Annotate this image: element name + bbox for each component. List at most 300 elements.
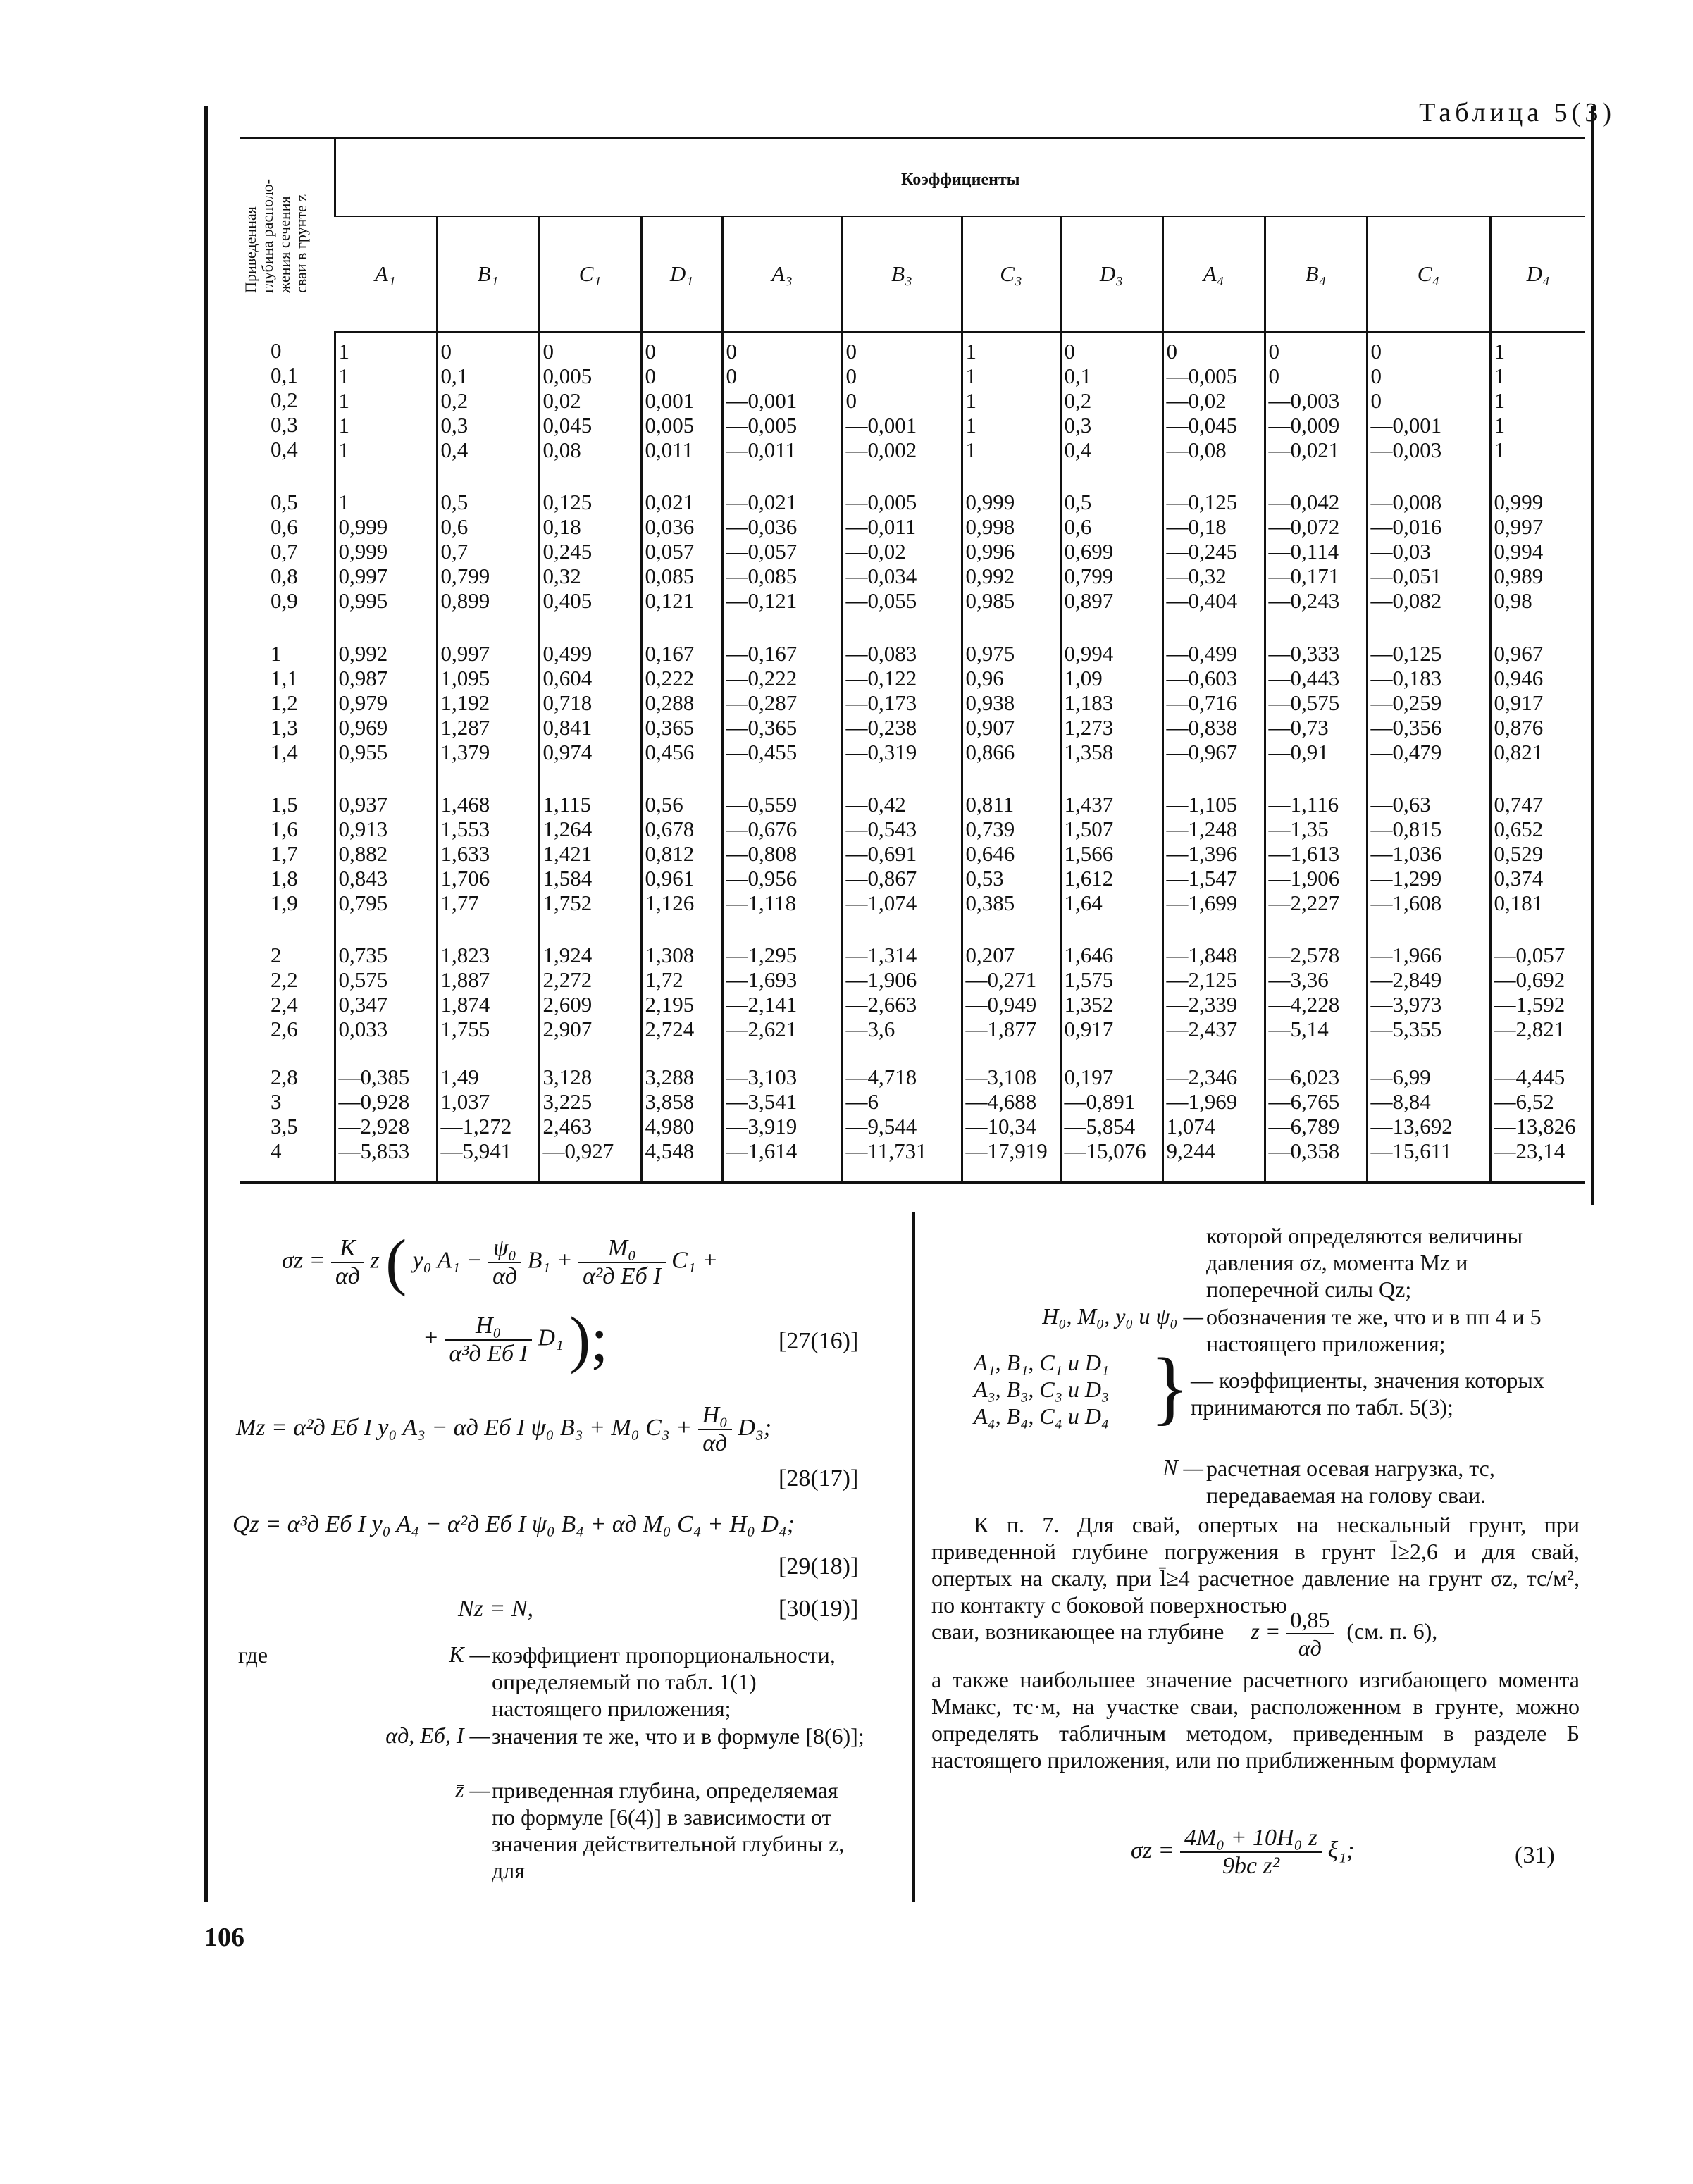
cell-value: 0,02 <box>542 388 581 413</box>
cell-value: 1,308 <box>645 943 695 968</box>
cell-value: 0,992 <box>338 640 388 666</box>
cell-value: 0,604 <box>542 665 593 690</box>
table-cell <box>1367 333 1490 485</box>
cell-value: —2,663 <box>845 992 917 1017</box>
depth-value: 1,6 <box>271 816 298 841</box>
cell-value: 1 <box>965 438 976 462</box>
table-cell <box>1265 635 1367 786</box>
cell-value: —3,973 <box>1370 992 1442 1017</box>
cell-value: —5,355 <box>1370 1017 1442 1042</box>
def-alpha-symbol: αд, Eб, I — <box>385 1723 490 1748</box>
cell-value: —0,956 <box>726 865 798 891</box>
formula-27-ref: [27(16)] <box>779 1328 859 1354</box>
table-cell <box>641 937 722 1059</box>
cell-value: —1,592 <box>1494 992 1565 1017</box>
cell-value: —0,404 <box>1166 588 1238 614</box>
table-cell <box>842 333 962 485</box>
column-header-1: A₁ <box>335 216 437 333</box>
table-cell <box>962 484 1060 635</box>
cell-value: 0,799 <box>440 564 490 589</box>
cell-value: 1,468 <box>440 791 490 817</box>
cell-value: 0,843 <box>338 865 388 891</box>
table-cell <box>641 333 722 485</box>
cell-value: —0,125 <box>1370 640 1442 666</box>
cell-value: 0,866 <box>965 739 1015 764</box>
cell-value: 1,437 <box>1064 791 1114 817</box>
cell-value: 1,264 <box>542 816 593 841</box>
cell-value: 0 <box>1370 364 1382 388</box>
cell-value: 0,975 <box>965 640 1015 666</box>
cell-value: —0,036 <box>726 514 798 540</box>
cell-value: 1,823 <box>440 943 490 968</box>
cell-value: —0,003 <box>1370 438 1442 462</box>
cell-value: 0,6 <box>1064 514 1092 540</box>
cell-value: —0,42 <box>845 791 906 817</box>
cell-value: 9,244 <box>1166 1138 1216 1164</box>
cell-value: —4,228 <box>1268 992 1340 1017</box>
table-cell <box>842 937 962 1059</box>
coefficients-table <box>240 137 1585 1184</box>
column-header-2: B₁ <box>437 216 539 333</box>
cell-value: 1 <box>338 413 349 438</box>
table-cell <box>842 786 962 937</box>
cell-value: 0,821 <box>1494 739 1544 764</box>
cell-value: —2,849 <box>1370 967 1442 993</box>
cell-value: 3,858 <box>645 1089 695 1115</box>
cell-value: 1,77 <box>440 890 479 915</box>
table-cell <box>1060 484 1162 635</box>
where-label: где <box>238 1642 268 1668</box>
cell-value: 3,288 <box>645 1065 695 1090</box>
cell-value: —0,003 <box>1268 388 1340 413</box>
depth-value: 0,3 <box>271 411 298 437</box>
cell-value: 0,979 <box>338 690 388 715</box>
cell-value: 0,3 <box>1064 413 1092 438</box>
table-cell <box>1490 786 1585 937</box>
definition-continuation: которой определяются величины давления σz, момента Mz и поперечной силы Qz; <box>1206 1223 1523 1302</box>
cell-value: 1,037 <box>440 1089 490 1115</box>
cell-value: —0,03 <box>1370 539 1431 564</box>
cell-value: 1,874 <box>440 992 490 1017</box>
cell-value: —1,693 <box>726 967 798 993</box>
cell-value: —0,183 <box>1370 665 1442 690</box>
cell-value: —6 <box>845 1089 879 1115</box>
table-cell <box>962 1059 1060 1182</box>
cell-value: —5,853 <box>338 1138 410 1164</box>
cell-value: —0,891 <box>1064 1089 1136 1115</box>
cell-value: —1,248 <box>1166 816 1238 841</box>
depth-value: 2,6 <box>271 1017 298 1042</box>
cell-value: 0 <box>1064 339 1075 364</box>
cell-value: —0,18 <box>1166 514 1227 540</box>
cell-value: 0,499 <box>542 640 593 666</box>
cell-value: —0,575 <box>1268 690 1340 715</box>
cell-value: —0,815 <box>1370 816 1442 841</box>
cell-value: —2,621 <box>726 1017 798 1042</box>
cell-value: —2,437 <box>1166 1017 1238 1042</box>
cell-value: 0,997 <box>1494 514 1544 540</box>
table-cell <box>962 333 1060 485</box>
def-h0-symbol: H₀, M₀, y₀ и ψ₀ — <box>1042 1303 1203 1329</box>
cell-value: 0,678 <box>645 816 695 841</box>
cell-value: 1,183 <box>1064 690 1114 715</box>
cell-value: —15,611 <box>1370 1138 1452 1164</box>
cell-value: 1,752 <box>542 890 593 915</box>
depth-value: 0,4 <box>271 436 298 461</box>
cell-value: 1,706 <box>440 865 490 891</box>
cell-value: 1,126 <box>645 890 695 915</box>
cell-value: 0,969 <box>338 714 388 740</box>
table-cell <box>1060 1059 1162 1182</box>
def-alpha-text: значения те же, что и в формуле [8(6)]; <box>492 1723 864 1749</box>
cell-value: —0,051 <box>1370 564 1442 589</box>
cell-value: 1 <box>1494 388 1505 413</box>
cell-value: —0,001 <box>845 413 917 438</box>
cell-value: 0,125 <box>542 490 593 515</box>
cell-value: 2,907 <box>542 1017 593 1042</box>
cell-value: —3,108 <box>965 1065 1037 1090</box>
cell-value: 0,1 <box>440 364 469 388</box>
table-cell <box>641 1059 722 1182</box>
cell-value: 0,005 <box>542 364 593 388</box>
cell-value: 0,739 <box>965 816 1015 841</box>
def-n-text: расчетная осевая нагрузка, тс, передаваемая на голову сваи. <box>1206 1456 1495 1508</box>
cell-value: —6,99 <box>1370 1065 1431 1090</box>
cell-value: —4,445 <box>1494 1065 1565 1090</box>
cell-value: 0,899 <box>440 588 490 614</box>
cell-value: 0,961 <box>645 865 695 891</box>
cell-value: 1 <box>338 388 349 413</box>
cell-value: 0,001 <box>645 388 695 413</box>
cell-value: —0,238 <box>845 714 917 740</box>
cell-value: 0,735 <box>338 943 388 968</box>
cell-value: 0,2 <box>1064 388 1092 413</box>
cell-value: 0,32 <box>542 564 581 589</box>
cell-value: 1,095 <box>440 665 490 690</box>
formula-30: Nz = N, <box>458 1596 534 1622</box>
table-cell <box>722 937 842 1059</box>
cell-value: 0,181 <box>1494 890 1544 915</box>
cell-value: 0,747 <box>1494 791 1544 817</box>
def-k-symbol: K — <box>449 1642 490 1667</box>
cell-value: 0,999 <box>338 539 388 564</box>
table-cell <box>962 786 1060 937</box>
cell-value: 0,987 <box>338 665 388 690</box>
depth-cell <box>240 1059 335 1182</box>
coef-symbols-list: A₁, B₁, C₁ и D₁ A₃, B₃, C₃ и D₃ A₄, B₄, C₄ и D₄ <box>974 1350 1110 1429</box>
depth-value: 1,5 <box>271 791 298 817</box>
formula-31-ref: (31) <box>1515 1842 1555 1868</box>
cell-value: —9,544 <box>845 1114 917 1139</box>
cell-value: —2,346 <box>1166 1065 1238 1090</box>
cell-value: —0,009 <box>1268 413 1340 438</box>
cell-value: 1 <box>965 364 976 388</box>
table-cell <box>1060 937 1162 1059</box>
table-row-group <box>240 937 1585 1059</box>
cell-value: —1,074 <box>845 890 917 915</box>
cell-value: 0,999 <box>965 490 1015 515</box>
cell-value: 1,612 <box>1064 865 1114 891</box>
depth-value: 1,1 <box>271 665 298 690</box>
depth-value: 0 <box>271 337 282 363</box>
cell-value: —0,121 <box>726 588 798 614</box>
cell-value: 2,724 <box>645 1017 695 1042</box>
cell-value: —23,14 <box>1494 1138 1565 1164</box>
column-divider-rule <box>912 1212 915 1902</box>
table-cell <box>722 484 842 635</box>
cell-value: 0,967 <box>1494 640 1544 666</box>
cell-value: 1 <box>338 438 349 462</box>
paragraph-7-depth-line: сваи, возникающее на глубине z = $\frac{0,85}{\alpha д}$ (см. п. 6), <box>931 1607 1438 1661</box>
cell-value: —0,245 <box>1166 539 1238 564</box>
table-row-group <box>240 1059 1585 1182</box>
cell-value: 2,272 <box>542 967 593 993</box>
depth-value: 2,4 <box>271 992 298 1017</box>
depth-column-header: Приведенная глубина располо- жения сечения сваи в грунте z <box>240 139 335 333</box>
coef-brace: } <box>1150 1341 1190 1433</box>
table-cell <box>1265 937 1367 1059</box>
cell-value: —0,114 <box>1268 539 1339 564</box>
cell-value: —0,927 <box>542 1138 614 1164</box>
cell-value: —2,578 <box>1268 943 1340 968</box>
cell-value: —2,141 <box>726 992 798 1017</box>
cell-value: 0,917 <box>1064 1017 1114 1042</box>
cell-value: 1 <box>338 364 349 388</box>
table-body <box>240 333 1585 1183</box>
cell-value: 0 <box>645 364 656 388</box>
depth-cell <box>240 333 335 485</box>
cell-value: —2,125 <box>1166 967 1238 993</box>
cell-value: 0,045 <box>542 413 593 438</box>
left-margin-rule <box>204 106 208 1902</box>
cell-value: —0,676 <box>726 816 798 841</box>
cell-value: —0,125 <box>1166 490 1238 515</box>
cell-value: —0,287 <box>726 690 798 715</box>
table-cell <box>1162 786 1265 937</box>
cell-value: —0,021 <box>726 490 798 515</box>
table-cell <box>335 937 437 1059</box>
formula-29: Qz = α³д Eб I y₀ A₄ − α²д Eб I ψ₀ B₄ + αд M₀ C₄ + H₀ D₄; <box>232 1511 795 1537</box>
paragraph-7-continued: а также наибольшее значение расчетного изгибающего момента Mмакс, тс·м, на участке сваи, расположенном в грунте, можно определять табличным методом, приведенным в разделе Б настоящего приложения, или по приближенным формулам <box>931 1667 1580 1773</box>
cell-value: 0,811 <box>965 791 1015 817</box>
cell-value: —0,949 <box>965 992 1037 1017</box>
cell-value: 1,633 <box>440 840 490 866</box>
column-header-6: B₃ <box>842 216 962 333</box>
cell-value: 0,897 <box>1064 588 1114 614</box>
cell-value: —0,005 <box>726 413 798 438</box>
cell-value: —0,499 <box>1166 640 1238 666</box>
cell-value: 1 <box>965 388 976 413</box>
cell-value: 0,996 <box>965 539 1015 564</box>
cell-value: —2,821 <box>1494 1017 1565 1042</box>
depth-value: 2 <box>271 943 282 968</box>
cell-value: 0,994 <box>1064 640 1114 666</box>
depth-value: 3,5 <box>271 1114 298 1139</box>
cell-value: —0,173 <box>845 690 917 715</box>
cell-value: 0,999 <box>1494 490 1544 515</box>
depth-value: 1 <box>271 640 282 666</box>
cell-value: —0,005 <box>845 490 917 515</box>
cell-value: —0,034 <box>845 564 917 589</box>
depth-value: 0,8 <box>271 564 298 589</box>
cell-value: 1,566 <box>1064 840 1114 866</box>
cell-value: —6,765 <box>1268 1089 1340 1115</box>
column-header-9: A₄ <box>1162 216 1265 333</box>
cell-value: 2,609 <box>542 992 593 1017</box>
column-header-12: D₄ <box>1490 216 1585 333</box>
cell-value: —1,969 <box>1166 1089 1238 1115</box>
cell-value: 0,946 <box>1494 665 1544 690</box>
table-cell <box>1265 1059 1367 1182</box>
table-cell <box>1060 635 1162 786</box>
page-number: 106 <box>204 1923 244 1952</box>
table-cell <box>1265 484 1367 635</box>
cell-value: 0,005 <box>645 413 695 438</box>
table-cell <box>437 937 539 1059</box>
cell-value: —1,396 <box>1166 840 1238 866</box>
cell-value: 0,989 <box>1494 564 1544 589</box>
cell-value: 0,5 <box>1064 490 1092 515</box>
cell-value: —0,91 <box>1268 739 1329 764</box>
cell-value: —0,333 <box>1268 640 1340 666</box>
cell-value: 3,128 <box>542 1065 593 1090</box>
depth-value: 4 <box>271 1138 282 1164</box>
cell-value: —0,083 <box>845 640 917 666</box>
cell-value: 1 <box>1494 364 1505 388</box>
cell-value: —4,718 <box>845 1065 917 1090</box>
cell-value: —0,055 <box>845 588 917 614</box>
column-header-4: D₁ <box>641 216 722 333</box>
table-cell <box>335 1059 437 1182</box>
cell-value: 0,021 <box>645 490 695 515</box>
depth-value: 1,2 <box>271 690 298 715</box>
coef-definition-text: — коэффициенты, значения которых принимаются по табл. 5(3); <box>1191 1367 1544 1420</box>
cell-value: 1 <box>965 339 976 364</box>
cell-value: 1 <box>338 490 349 515</box>
table-cell <box>641 786 722 937</box>
cell-value: —1,272 <box>440 1114 512 1139</box>
cell-value: 0,997 <box>338 564 388 589</box>
cell-value: 1,575 <box>1064 967 1114 993</box>
table-row-group <box>240 786 1585 937</box>
cell-value: —3,541 <box>726 1089 798 1115</box>
cell-value: 1,584 <box>542 865 593 891</box>
cell-value: —0,042 <box>1268 490 1340 515</box>
depth-value: 1,8 <box>271 865 298 891</box>
cell-value: —0,243 <box>1268 588 1340 614</box>
depth-value: 1,7 <box>271 840 298 866</box>
cell-value: 0 <box>845 388 857 413</box>
table-cell <box>437 786 539 937</box>
cell-value: 0,085 <box>645 564 695 589</box>
cell-value: 0 <box>726 364 737 388</box>
cell-value: 1,553 <box>440 816 490 841</box>
cell-value: 0,992 <box>965 564 1015 589</box>
cell-value: —0,002 <box>845 438 917 462</box>
cell-value: —1,105 <box>1166 791 1238 817</box>
table-cell <box>842 635 962 786</box>
cell-value: —11,731 <box>845 1138 927 1164</box>
table-cell <box>1162 333 1265 485</box>
cell-value: 0,795 <box>338 890 388 915</box>
cell-value: —0,867 <box>845 865 917 891</box>
formula-27-line2: + $\frac{\text{H₀}}{\text{α³д Eб I}}$ D₁ ); <box>423 1305 609 1375</box>
cell-value: 0,652 <box>1494 816 1544 841</box>
table-cell <box>539 635 641 786</box>
table-cell <box>1265 333 1367 485</box>
depth-value: 0,7 <box>271 539 298 564</box>
cell-value: 0,575 <box>338 967 388 993</box>
cell-value: —1,848 <box>1166 943 1238 968</box>
cell-value: —5,14 <box>1268 1017 1329 1042</box>
cell-value: 4,548 <box>645 1138 695 1164</box>
cell-value: 0,036 <box>645 514 695 540</box>
cell-value: 0 <box>845 364 857 388</box>
cell-value: —0,559 <box>726 791 798 817</box>
coefficients-table-wrapper <box>240 137 1585 1184</box>
right-margin-rule <box>1591 106 1594 1205</box>
cell-value: 0,405 <box>542 588 593 614</box>
table-cell <box>1490 333 1585 485</box>
cell-value: 0,197 <box>1064 1065 1114 1090</box>
table-cell <box>335 484 437 635</box>
cell-value: 0,917 <box>1494 690 1544 715</box>
cell-value: —1,118 <box>726 890 797 915</box>
cell-value: —0,001 <box>1370 413 1442 438</box>
formula-28-ref: [28(17)] <box>779 1465 859 1491</box>
cell-value: 1,358 <box>1064 739 1114 764</box>
table-cell <box>1265 786 1367 937</box>
table-cell <box>1490 484 1585 635</box>
cell-value: —0,32 <box>1166 564 1227 589</box>
cell-value: —0,73 <box>1268 714 1329 740</box>
cell-value: 0,98 <box>1494 588 1532 614</box>
depth-value: 0,6 <box>271 514 298 540</box>
cell-value: —1,036 <box>1370 840 1442 866</box>
depth-value: 2,8 <box>271 1065 298 1090</box>
cell-value: 0,955 <box>338 739 388 764</box>
cell-value: —13,826 <box>1494 1114 1576 1139</box>
cell-value: —1,35 <box>1268 816 1329 841</box>
table-cell <box>437 484 539 635</box>
table-cell <box>335 333 437 485</box>
def-k-text: коэффициент пропорциональности, определяемый по табл. 1(1) настоящего приложения; <box>492 1642 836 1721</box>
cell-value: 1,507 <box>1064 816 1114 841</box>
cell-value: 0,882 <box>338 840 388 866</box>
cell-value: 1,887 <box>440 967 490 993</box>
cell-value: 0,2 <box>440 388 469 413</box>
cell-value: —0,011 <box>845 514 917 540</box>
cell-value: —0,928 <box>338 1089 410 1115</box>
cell-value: 0,999 <box>338 514 388 540</box>
cell-value: 0 <box>1268 364 1279 388</box>
cell-value: 0,4 <box>440 438 469 462</box>
depth-value: 0,5 <box>271 490 298 515</box>
cell-value: 0,207 <box>965 943 1015 968</box>
cell-value: 0,53 <box>965 865 1004 891</box>
cell-value: —0,271 <box>965 967 1037 993</box>
cell-value: 0 <box>1370 388 1382 413</box>
cell-value: 0 <box>440 339 452 364</box>
cell-value: 0,529 <box>1494 840 1544 866</box>
cell-value: 0,995 <box>338 588 388 614</box>
cell-value: 0 <box>1370 339 1382 364</box>
def-zbar-symbol: z̄ — <box>455 1777 490 1802</box>
depth-cell <box>240 786 335 937</box>
cell-value: 1,09 <box>1064 665 1103 690</box>
cell-value: —6,023 <box>1268 1065 1340 1090</box>
cell-value: —0,072 <box>1268 514 1340 540</box>
